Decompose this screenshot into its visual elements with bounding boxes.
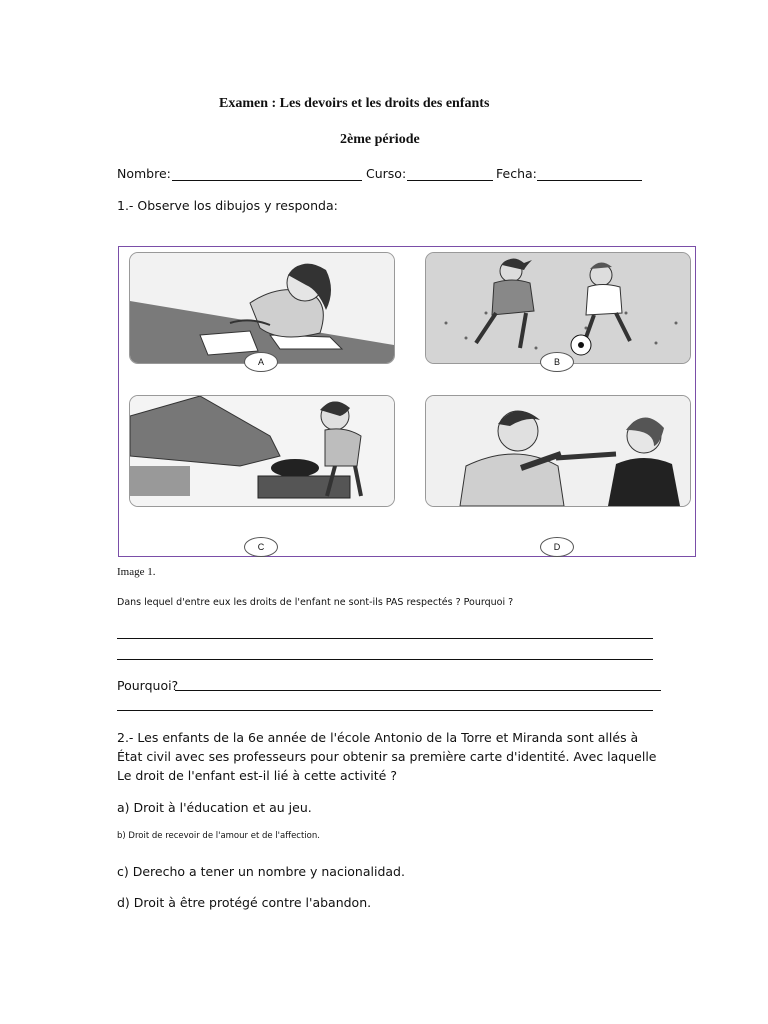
answer-line[interactable] [117,638,653,639]
answer-line[interactable] [117,659,653,660]
q2-option-c[interactable]: c) Derecho a tener un nombre y nacionalidad. [117,864,405,879]
curso-line[interactable] [407,180,493,181]
q2-option-b[interactable]: b) Droit de recevoir de l'amour et de l'affection. [117,831,320,841]
image-caption: Image 1. [117,566,156,578]
nombre-line[interactable] [172,180,362,181]
image-frame [118,246,696,557]
panel-b-label: B [540,352,574,372]
q2-text-line3: Le droit de l'enfant est-il lié à cette activité ? [117,768,397,783]
q2-option-d[interactable]: d) Droit à être protégé contre l'abandon. [117,895,372,910]
q2-text-line2: État civil avec ses professeurs pour obtenir sa première carte d'identité. Avec laquelle [117,749,657,764]
q1-prompt: 1.- Observe los dibujos y responda: [117,198,338,213]
panel-a-label: A [244,352,278,372]
nombre-label: Nombre: [117,166,171,181]
pourquoi-label: Pourquoi? [117,678,179,693]
fecha-label: Fecha: [496,166,537,181]
fecha-line[interactable] [537,180,642,181]
pourquoi-line[interactable] [175,690,661,691]
panel-d-label: D [540,537,574,557]
answer-line[interactable] [117,710,653,711]
q2-text-line1: 2.- Les enfants de la 6e année de l'école Antonio de la Torre et Miranda sont allés à [117,730,639,745]
q2-option-a[interactable]: a) Droit à l'éducation et au jeu. [117,800,312,815]
panel-c-shoeshine-illustration [129,395,395,507]
panel-a-writing-illustration [129,252,395,364]
panel-b-football-illustration [425,252,691,364]
page-subtitle: 2ème période [340,132,420,147]
panel-d-adult-child-illustration [425,395,691,507]
panel-c-label: C [244,537,278,557]
curso-label: Curso: [366,166,407,181]
page-title: Examen : Les devoirs et les droits des enfants [219,96,490,111]
q1-question: Dans lequel d'entre eux les droits de l'enfant ne sont-ils PAS respectés ? Pourquoi ? [117,597,514,608]
